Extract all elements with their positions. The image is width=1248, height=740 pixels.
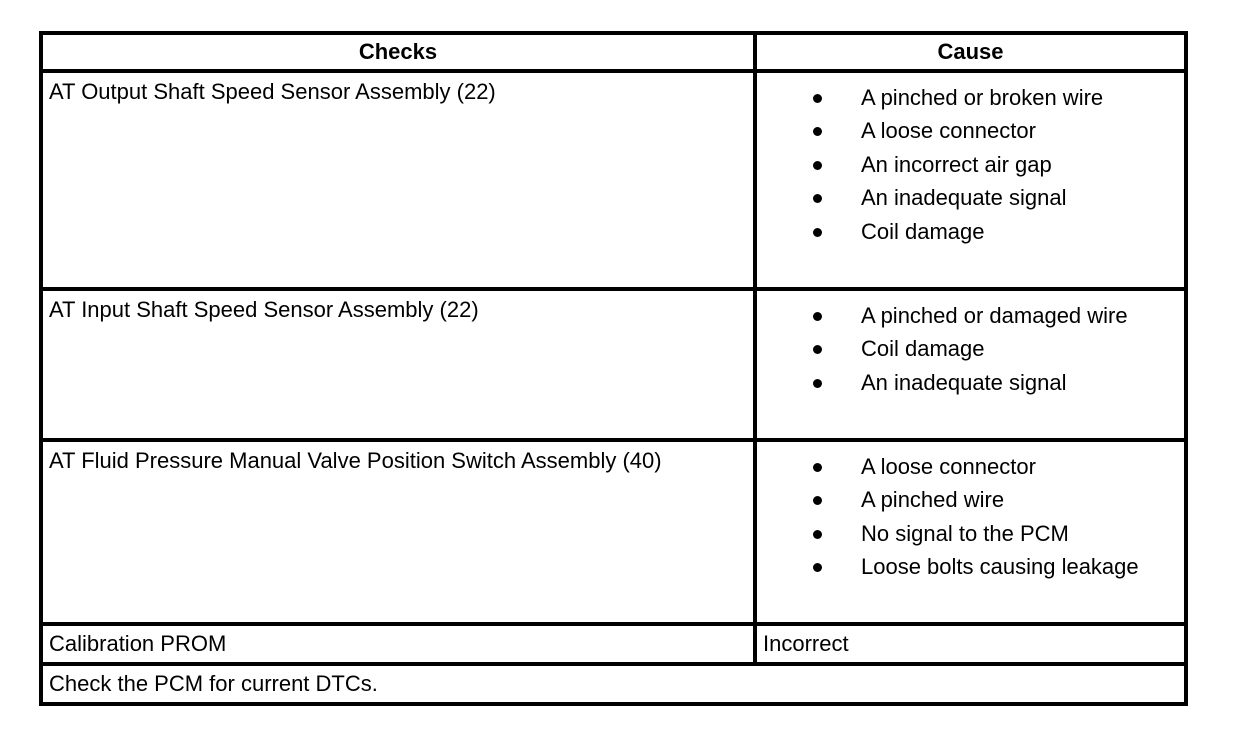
- bullet-icon: [813, 379, 822, 388]
- list-item: An inadequate signal: [757, 366, 1184, 399]
- bullet-icon: [813, 345, 822, 354]
- check-cell: AT Input Shaft Speed Sensor Assembly (22): [41, 289, 755, 440]
- bullet-icon: [813, 563, 822, 572]
- cause-cell: [755, 289, 1186, 440]
- check-cell: AT Fluid Pressure Manual Valve Position Switch Assembly (40): [41, 440, 755, 624]
- list-item: No signal to the PCM: [757, 517, 1184, 550]
- bullet-icon: [813, 161, 822, 170]
- header-checks: Checks: [41, 33, 755, 71]
- list-item: A loose connector: [757, 450, 1184, 483]
- cause-list: [757, 450, 1184, 584]
- check-cell: Calibration PROM: [41, 624, 755, 664]
- list-item: Coil damage: [757, 332, 1184, 365]
- list-item: A pinched or broken wire: [757, 81, 1184, 114]
- checks-cause-table: [39, 31, 1188, 706]
- list-item: Loose bolts causing leakage: [757, 550, 1184, 583]
- bullet-icon: [813, 228, 822, 237]
- bullet-icon: [813, 463, 822, 472]
- bullet-icon: [813, 94, 822, 103]
- list-item: A pinched or damaged wire: [757, 299, 1184, 332]
- cause-cell: [755, 440, 1186, 624]
- footer-note: Check the PCM for current DTCs.: [41, 664, 1186, 704]
- list-item: A pinched wire: [757, 483, 1184, 516]
- list-item: An incorrect air gap: [757, 148, 1184, 181]
- table-row: [41, 71, 1186, 289]
- cause-cell: Incorrect: [755, 624, 1186, 664]
- table-row: [41, 289, 1186, 440]
- cause-list: [757, 81, 1184, 248]
- list-item: A loose connector: [757, 114, 1184, 147]
- bullet-icon: [813, 530, 822, 539]
- table-row: [41, 624, 1186, 664]
- bullet-icon: [813, 127, 822, 136]
- list-item: Coil damage: [757, 215, 1184, 248]
- cause-cell: [755, 71, 1186, 289]
- header-row: [41, 33, 1186, 71]
- header-cause: Cause: [755, 33, 1186, 71]
- list-item: An inadequate signal: [757, 181, 1184, 214]
- cause-list: [757, 299, 1184, 399]
- check-cell: AT Output Shaft Speed Sensor Assembly (22): [41, 71, 755, 289]
- table-row: [41, 440, 1186, 624]
- bullet-icon: [813, 194, 822, 203]
- bullet-icon: [813, 312, 822, 321]
- footer-row: [41, 664, 1186, 704]
- bullet-icon: [813, 496, 822, 505]
